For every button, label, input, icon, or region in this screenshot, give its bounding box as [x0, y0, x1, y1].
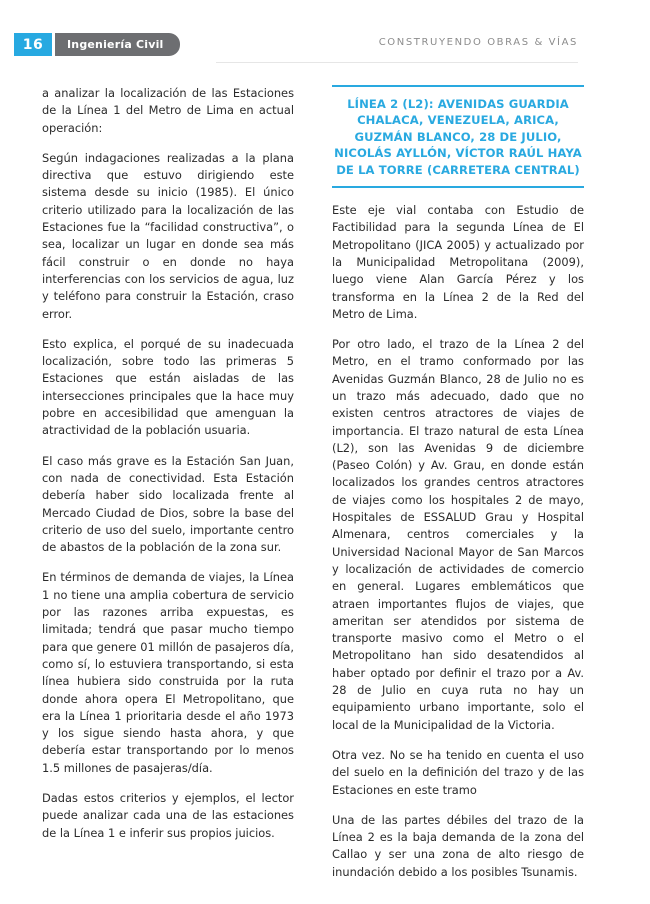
section-tab-label: Ingeniería Civil — [55, 33, 180, 56]
paragraph: Por otro lado, el trazo de la Línea 2 del Metro, en el tramo conformado por las Avenidas Guzmán Blanco, 28 de Julio no es un trazo más adecuado, dado que no existen centros atractores de viajes de importancia. El trazo natural de esta Línea (L2), son las Avenidas 9 de diciembre (Paseo Colón) y Av. Grau, en donde están localizados los grandes centros atractores de viajes como los hospitales 2 de mayo, Hospitales de ESSALUD Grau y Hospital Almenara, centros comerciales y la Universidad Nacional Mayor de San Marcos y localización de actividades de comercio en general. Lugares emblemáticos que atraen importantes flujos de viajes, que ameritan ser atendidos por sistema de transporte masivo como el Metro o el Metropolitano han sido desatendidos al haber optado por definir el trazo por a Av. 28 de Julio en cuya ruta no hay un equipamiento urbano importante, solo el local de la Municipalidad de la Victoria. — [332, 337, 584, 732]
page-number-badge: 16 — [14, 33, 52, 56]
paragraph: Otra vez. No se ha tenido en cuenta el uso del suelo en la definición del trazo y de las Estaciones en este tramo — [332, 747, 584, 797]
paragraph: Este eje vial contaba con Estudio de Factibilidad para la segunda Línea de El Metropolitano (JICA 2005) y actualizado por la Municipalidad Metropolitana (2009), luego viene Alan García Pérez y los transforma en la Línea 2 de la Red del Metro de Lima. — [332, 203, 584, 321]
paragraph: Esto explica, el porqué de su inadecuada localización, sobre todo las primeras 5 Estaciones que están aisladas de las intersecciones principales que la hace muy pobre en accesibilidad que amenguan la atractividad de la población usuaria. — [42, 336, 294, 438]
header-divider — [216, 62, 578, 63]
section-heading: LÍNEA 2 (L2): AVENIDAS GUARDIA CHALACA, VENEZUELA, ARICA, GUZMÁN BLANCO, 28 DE JULIO, NICOLÁS AYLLÓN, VÍCTOR RAÚL HAYA DE LA TORRE (CARRETERA CENTRAL) — [332, 85, 584, 188]
paragraph: En términos de demanda de viajes, la Línea 1 no tiene una amplia cobertura de servicio por las razones arriba expuestas, es limitada; tendrá que pasar mucho tiempo para que genere 01 millón de pasajeros día, como sí, lo estuviera transportando, si esta línea hubiera sido construida por la ruta donde ahora opera El Metropolitano, que era la Línea 1 prioritaria desde el año 1973 y los sigue siendo hasta ahora, y que debería estar transportando por lo menos 1.5 millones de pasajeras/día. — [42, 570, 294, 775]
right-column — [332, 85, 584, 881]
paragraph: Dadas estos criterios y ejemplos, el lector puede analizar cada una de las estaciones de la Línea 1 e inferir sus propios juicios. — [42, 790, 294, 840]
left-column — [42, 85, 294, 842]
book-title: CONSTRUYENDO OBRAS & VÍAS — [378, 37, 578, 48]
paragraph: El caso más grave es la Estación San Juan, con nada de conectividad. Esta Estación debería haber sido localizada frente al Mercado Ciudad de Dios, sobre la base del criterio de uso del suelo, importante centro de abastos de la población de la zona sur. — [42, 453, 294, 555]
running-header — [0, 0, 650, 72]
paragraph: a analizar la localización de las Estaciones de la Línea 1 del Metro de Lima en actual operación: — [42, 86, 294, 135]
paragraph: Una de las partes débiles del trazo de la Línea 2 es la baja demanda de la zona del Callao y ser una zona de alto riesgo de inundación debido a los posibles Tsunamis. — [332, 812, 584, 879]
paragraph: Según indagaciones realizadas a la plana directiva que estuvo dirigiendo este sistema desde su inicio (1985). El único criterio utilizado para la localización de las Estaciones fue la “facilidad constructiva”, o sea, localizar un lugar en donde sea más fácil construir o en donde no haya interferencias con los servicios de agua, luz y teléfono para construir la Estación, craso error. — [42, 150, 294, 321]
